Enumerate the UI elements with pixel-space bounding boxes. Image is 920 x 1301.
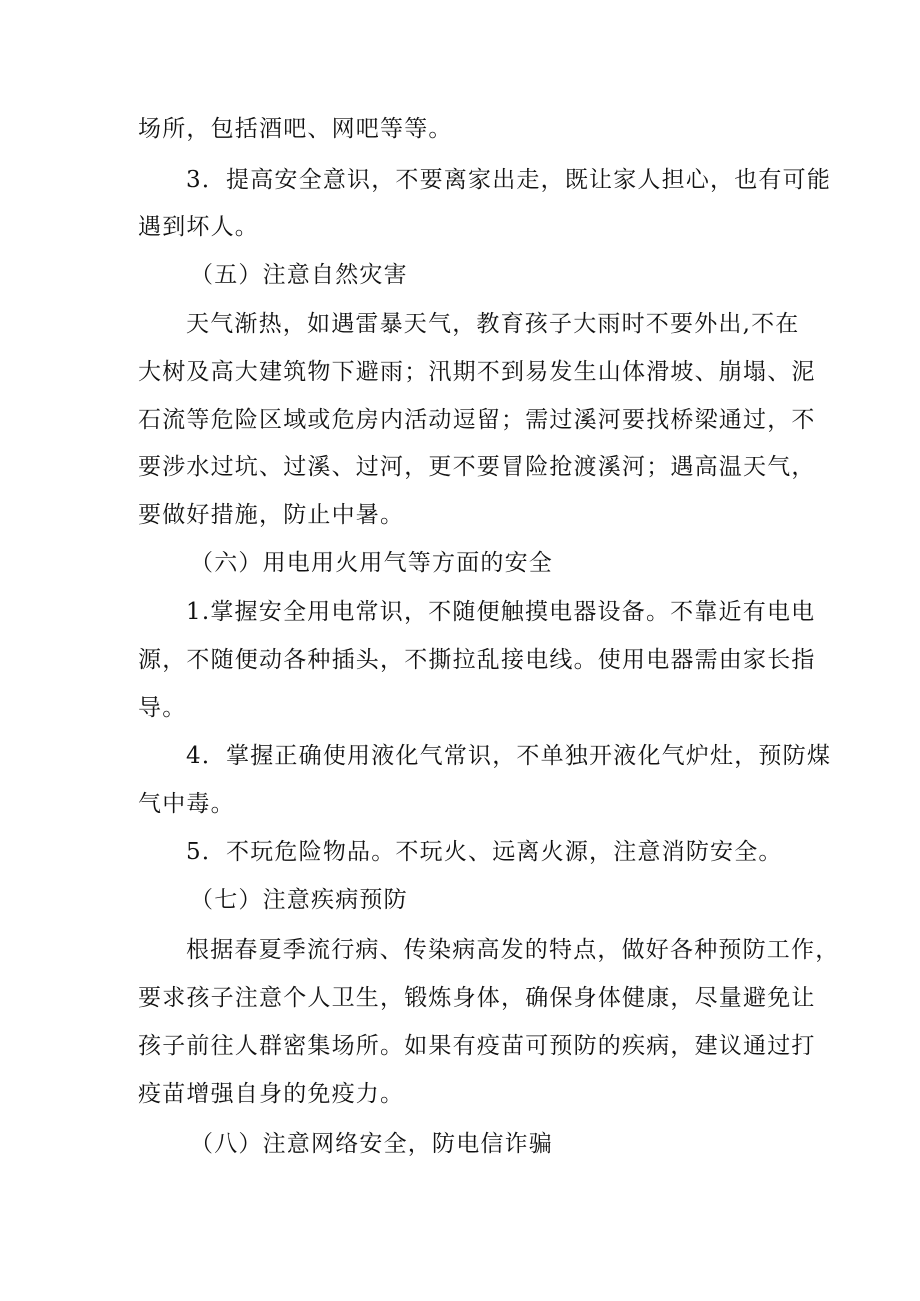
paragraph-line: 疫苗增强自身的免疫力。	[138, 1081, 405, 1107]
paragraph-line: 场所，包括酒吧、网吧等等。	[138, 116, 453, 142]
paragraph-line: 4．掌握正确使用液化气常识，不单独开液化气炉灶，预防煤	[186, 743, 832, 769]
paragraph-line: 源，不随便动各种插头，不撕拉乱接电线。使用电器需由家长指	[138, 647, 816, 673]
paragraph-line: 孩子前往人群密集场所。如果有疫苗可预防的疾病，建议通过打	[138, 1033, 816, 1059]
section-heading: （七）注意疾病预防	[190, 887, 408, 913]
paragraph-line: 根据春夏季流行病、传染病高发的特点，做好各种预防工作，	[186, 937, 840, 963]
paragraph-line: 5．不玩危险物品。不玩火、远离火源，注意消防安全。	[186, 839, 783, 865]
section-heading: （五）注意自然灾害	[190, 262, 408, 288]
paragraph-line: 要求孩子注意个人卫生，锻炼身体，确保身体健康，尽量避免让	[138, 985, 816, 1011]
paragraph-line: 天气渐热，如遇雷暴天气，教育孩子大雨时不要外出,不在	[186, 311, 800, 337]
paragraph-line: 气中毒。	[138, 791, 235, 817]
section-heading: （六）用电用火用气等方面的安全	[190, 550, 553, 576]
paragraph-line: 导。	[138, 695, 187, 721]
paragraph-line: 3．提高安全意识，不要离家出走，既让家人担心，也有可能	[186, 167, 832, 193]
paragraph-line: 石流等危险区域或危房内活动逗留；需过溪河要找桥梁通过，不	[138, 407, 816, 433]
section-heading: （八）注意网络安全，防电信诈骗	[190, 1131, 553, 1157]
paragraph-line: 要涉水过坑、过溪、过河，更不要冒险抢渡溪河；遇高温天气，	[138, 454, 816, 480]
paragraph-line: 大树及高大建筑物下避雨；汛期不到易发生山体滑坡、崩塌、泥	[138, 359, 816, 385]
paragraph-line: 1.掌握安全用电常识，不随便触摸电器设备。不靠近有电电	[186, 599, 816, 625]
paragraph-line: 要做好措施，防止中暑。	[138, 502, 405, 528]
paragraph-line: 遇到坏人。	[138, 214, 259, 240]
